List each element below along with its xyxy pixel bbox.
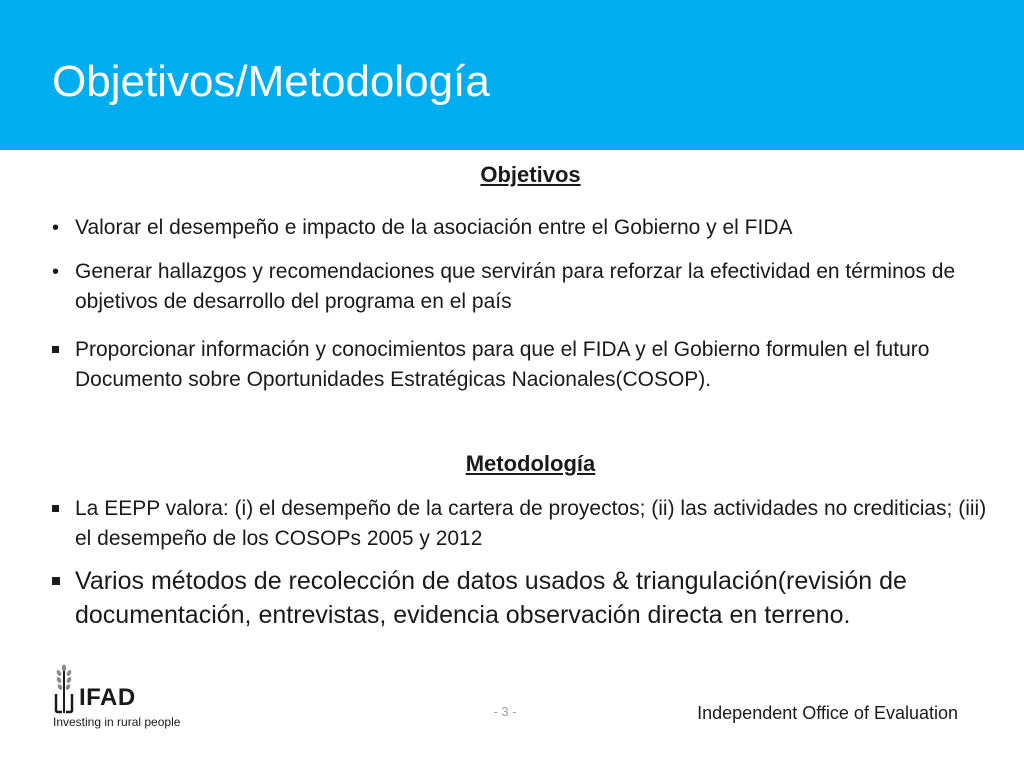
objetivos-item-3	[52, 335, 1002, 395]
header-bar	[0, 0, 1024, 150]
metodologia-item-2	[52, 564, 1002, 632]
metodologia-item-1	[52, 494, 1002, 554]
objetivos-item-1-text: Valorar el desempeño e impacto de la asociación entre el Gobierno y el FIDA	[75, 216, 793, 239]
objetivos-heading: Objetivos	[480, 162, 581, 187]
slide-title: Objetivos/Metodología	[52, 57, 490, 106]
objetivos-item-2-text: Generar hallazgos y recomendaciones que servirán para reforzar la efectividad en términos de objetivos de desarrollo del programa en el país	[75, 260, 956, 313]
metodologia-heading: Metodología	[465, 451, 596, 476]
logo-tagline: Investing in rural people	[53, 715, 181, 729]
page-number: - 3 -	[493, 704, 517, 719]
bullet-square-icon	[52, 335, 72, 365]
objetivos-item-1	[52, 213, 1002, 243]
ifad-logo	[52, 664, 222, 734]
footer-organization: Independent Office of Evaluation	[697, 703, 958, 723]
bullet-square-icon	[52, 564, 72, 598]
logo-wordmark: IFAD	[79, 684, 136, 711]
metodologia-item-1-text: La EEPP valora: (i) el desempeño de la cartera de proyectos; (ii) las actividades no crediticias; (iii) el desempeño de los COSOPs 2005 y 2012	[75, 497, 987, 550]
metodologia-item-2-text: Varios métodos de recolección de datos usados & triangulación(revisión de documentación, entrevistas, evidencia observación directa en terreno.	[75, 567, 907, 629]
bullet-dot-icon	[52, 257, 72, 287]
bullet-square-icon	[52, 494, 72, 524]
ifad-wheat-icon	[52, 664, 80, 714]
objetivos-item-3-text: Proporcionar información y conocimientos para que el FIDA y el Gobierno formulen el futuro Documento sobre Oportunidades Estratégicas Nacionales(COSOP).	[75, 338, 930, 391]
bullet-dot-icon	[52, 213, 72, 243]
objetivos-item-2	[52, 257, 1002, 317]
